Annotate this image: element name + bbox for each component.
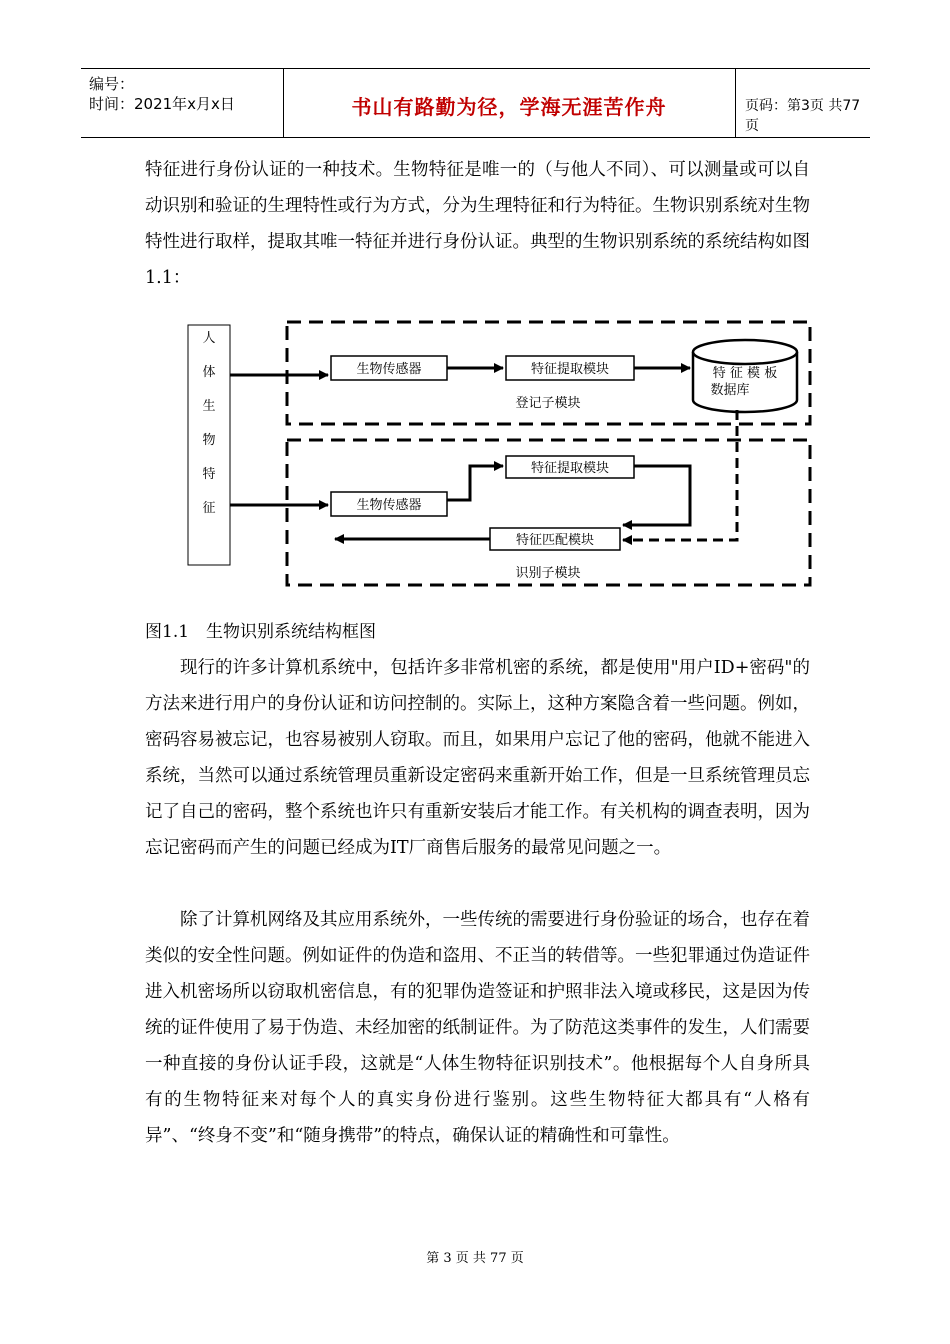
db-label-line1: 特 征 模 板 [712, 366, 778, 381]
paragraph-2 [145, 650, 810, 866]
input-char: 特 [202, 467, 216, 482]
number-label: 编号： [89, 75, 135, 93]
page-footer: 第 3 页 共 77 页 [426, 1251, 524, 1266]
db-to-match-link [623, 410, 737, 540]
database-top [693, 340, 797, 364]
arrow-sensor-to-extract-bottom [447, 466, 503, 500]
input-char: 生 [202, 399, 216, 414]
figure-caption: 图1.1 生物识别系统结构框图 [145, 622, 377, 642]
match-label: 特征匹配模块 [515, 533, 595, 548]
paragraph-1-text: 特征进行身份认证的一种技术。生物特征是唯一的（与他人不同）、可以测量或可以自动识别和验证的生理特性或行为方式，分为生理特征和行为特征。生物识别系统对生物特性进行取样，提取其唯一特征并进行身份认证。典型的生物识别系统的系统结构如图1.1： [145, 160, 810, 288]
page-code: 页码：第3页 共77页 [745, 98, 861, 134]
paragraph-2-text: 现行的许多计算机系统中，包括许多非常机密的系统，都是使用"用户ID+密码"的方法来进行用户的身份认证和访问控制的。实际上，这种方案隐含着一些问题。例如，密码容易被忘记，也容易被别人窃取。而且，如果用户忘记了他的密码，他就不能进入系统，当然可以通过系统管理员重新设定密码来重新开始工作，但是一旦系统管理员忘记了自己的密码，整个系统也许只有重新安装后才能工作。有关机构的调查表明，因为忘记密码而产生的问题已经成为IT厂商售后服务的最常见问题之一。 [145, 658, 810, 858]
input-char: 征 [202, 501, 216, 516]
paragraph-3-text: 除了计算机网络及其应用系统外，一些传统的需要进行身份验证的场合，也存在着类似的安全性问题。例如证件的伪造和盗用、不正当的转借等。一些犯罪通过伪造证件进入机密场所以窃取机密信息，有的犯罪伪造签证和护照非法入境或移民，这是因为传统的证件使用了易于伪造、未经加密的纸制证件。为了防范这类事件的发生，人们需要一种直接的身份认证手段，这就是“人体生物特征识别技术”。他根据每个人自身所具有的生物特征来对每个人的真实身份进行鉴别。这些生物特征大都具有“人格有异”、“终身不变”和“随身携带”的特点，确保认证的精确性和可靠性。 [145, 910, 810, 1146]
sensor-label-bottom: 生物传感器 [356, 498, 422, 513]
sensor-label-top: 生物传感器 [356, 362, 422, 377]
db-label-line2: 数据库 [710, 383, 750, 398]
input-char: 体 [202, 365, 216, 380]
identify-module-label: 识别子模块 [515, 566, 581, 581]
date-label: 时间：2021年x月x日 [89, 95, 235, 113]
input-char: 物 [202, 433, 216, 448]
motto: 书山有路勤为径，学海无涯苦作舟 [351, 95, 667, 119]
enroll-module-label: 登记子模块 [515, 396, 581, 411]
paragraph-3 [145, 902, 810, 1154]
extract-label-bottom: 特征提取模块 [530, 461, 610, 476]
extract-label-top: 特征提取模块 [530, 362, 610, 377]
input-char: 人 [202, 331, 216, 346]
